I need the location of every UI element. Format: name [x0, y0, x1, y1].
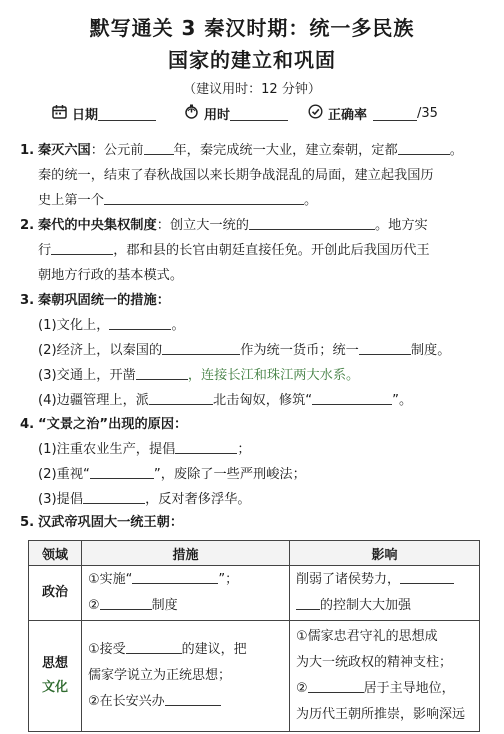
text: 年，秦完成统一大业，建立秦朝，定都 [173, 143, 398, 158]
column-header: 领域 [29, 541, 82, 566]
calendar-icon [52, 104, 72, 123]
text: 儒家学说立为正统思想； [88, 668, 232, 683]
text: 为大一统政权的精神支柱； [296, 655, 453, 670]
text: ”； [218, 572, 239, 587]
answer-blank[interactable] [136, 365, 188, 380]
accuracy-total: /35 [417, 106, 438, 121]
text: 作为统一货币；统一 [240, 343, 359, 358]
text: ，反对奢侈浮华。 [145, 492, 251, 507]
question-1-line3 [20, 188, 463, 213]
text: 。地方实 [375, 218, 428, 233]
question-1 [20, 138, 463, 213]
area-cell [29, 621, 82, 732]
text: 居于主导地位， [363, 681, 455, 696]
date-blank[interactable] [98, 106, 156, 121]
question-3-heading [20, 288, 450, 313]
question-3-item3 [20, 363, 450, 388]
text: ①实施“ [88, 572, 133, 587]
suggested-time: （建议用时：12 分钟） [183, 82, 321, 97]
text: (3)提倡 [38, 492, 84, 507]
text: 思想 [41, 656, 68, 671]
answer-blank[interactable] [308, 678, 364, 693]
question-number: 4. [20, 417, 35, 432]
answer-blank[interactable] [359, 340, 411, 355]
effect-cell [290, 621, 480, 732]
answer-blank[interactable] [90, 464, 154, 479]
answer-blank[interactable] [165, 691, 221, 706]
text: 削弱了诸侯势力， [296, 572, 401, 587]
question-title: 秦代的中央集权制度 [38, 218, 157, 233]
answer-blank[interactable] [51, 240, 113, 255]
question-2 [20, 213, 430, 288]
stopwatch-icon [184, 104, 204, 123]
text: 史上第一个 [38, 193, 104, 208]
question-3-item2 [20, 338, 450, 363]
question-title: 秦灭六国 [38, 143, 91, 158]
table-row [29, 566, 480, 621]
text: ：创立大一统的 [156, 218, 249, 233]
text: ： [174, 417, 188, 432]
question-number: 2. [20, 218, 35, 233]
text: 的控制大大加强 [320, 598, 412, 613]
question-4-heading [20, 412, 306, 437]
text: ： [156, 293, 170, 308]
text: 的建议，把 [181, 642, 247, 657]
text: 。 [171, 318, 185, 333]
text: ② [296, 681, 308, 696]
question-4-item2 [20, 462, 306, 487]
text: ； [237, 442, 251, 457]
meta-row [52, 104, 472, 128]
answer-blank[interactable] [312, 390, 392, 405]
text: (1)文化上， [38, 318, 110, 333]
question-number: 3. [20, 293, 35, 308]
answer-blank[interactable] [162, 340, 240, 355]
text: 为历代王朝所推崇，影响深远 [296, 707, 466, 722]
text: (3)交通上，开凿 [38, 368, 136, 383]
area-cell: 政治 [29, 566, 82, 621]
question-2-line1 [20, 213, 430, 238]
accuracy-blank[interactable] [373, 106, 417, 121]
page-title-line2: 国家的建立和巩固 [168, 48, 336, 72]
question-4-item1 [20, 437, 306, 462]
text: 。 [449, 143, 463, 158]
text: (1)注重农业生产，提倡 [38, 442, 176, 457]
question-3-item4 [20, 388, 450, 413]
answer-blank[interactable] [175, 439, 237, 454]
question-number: 5. [20, 515, 35, 530]
answer-blank[interactable] [400, 569, 454, 584]
time-field [184, 104, 288, 123]
question-4 [20, 412, 306, 512]
text: 北击匈奴，修筑“ [213, 393, 313, 408]
question-title: 汉武帝巩固大一统王朝 [38, 515, 170, 530]
accuracy-field [308, 104, 438, 123]
text: ”，废除了一些严刑峻法； [153, 467, 306, 482]
time-label: 用时 [204, 108, 231, 123]
answer-blank[interactable] [249, 215, 375, 230]
accuracy-label: 正确率 [328, 108, 368, 123]
answer-blank[interactable] [149, 390, 213, 405]
text: ：公元前 [90, 143, 144, 158]
question-title: 秦朝巩固统一的措施 [38, 293, 157, 308]
text: ： [169, 515, 184, 530]
question-3-item1 [20, 313, 450, 338]
answer-blank[interactable] [126, 639, 182, 654]
question-5 [20, 510, 183, 535]
question-1-line2: 秦的统一，结束了春秋战国以来长期争战混乱的局面，建立起我国历 [38, 168, 434, 183]
table-header-row [29, 541, 480, 566]
text: 制度。 [410, 343, 451, 358]
table-row [29, 621, 480, 732]
measure-cell [82, 621, 290, 732]
time-blank[interactable] [230, 106, 288, 121]
check-circle-icon [308, 104, 328, 123]
date-field [52, 104, 156, 123]
column-header: 措施 [82, 541, 290, 566]
answer-blank[interactable] [296, 595, 320, 610]
question-title: “文景之治”出现的原因 [38, 417, 175, 432]
date-label: 日期 [72, 108, 99, 123]
answer-blank[interactable] [83, 489, 145, 504]
text: ② [88, 598, 100, 613]
text: (2)经济上，以秦国的 [38, 343, 163, 358]
question-2-line2 [20, 238, 430, 263]
text: ①接受 [88, 642, 126, 657]
answer-blank[interactable] [109, 315, 171, 330]
measure-cell [82, 566, 290, 621]
text: 。 [303, 193, 318, 208]
text: ，连接长江和珠江两大水系。 [187, 368, 360, 383]
text: (4)边疆管理上，派 [38, 393, 149, 408]
answer-blank[interactable] [100, 595, 152, 610]
page-title-line1: 默写通关 3 秦汉时期：统一多民族 [89, 16, 415, 40]
answer-blank[interactable] [144, 140, 174, 155]
answer-blank[interactable] [398, 140, 450, 155]
text: 文化 [41, 680, 68, 695]
reform-table [28, 540, 480, 732]
text: ”。 [392, 393, 413, 408]
text: ①儒家忠君守礼的思想成 [296, 629, 438, 644]
text: 制度 [151, 598, 178, 613]
question-3 [20, 288, 450, 413]
answer-blank[interactable] [104, 190, 304, 205]
text: ②在长安兴办 [88, 694, 165, 709]
question-4-item3 [20, 487, 306, 512]
column-header: 影响 [290, 541, 480, 566]
question-number: 1. [20, 143, 35, 158]
text: (2)重视“ [38, 467, 90, 482]
text: ，郡和县的长官由朝廷直接任免。开创此后我国历代王 [113, 243, 430, 258]
question-2-line3: 朝地方行政的基本模式。 [38, 268, 184, 283]
text: 行 [38, 243, 52, 258]
effect-cell [290, 566, 480, 621]
answer-blank[interactable] [132, 569, 218, 584]
question-1-line1 [20, 138, 463, 163]
